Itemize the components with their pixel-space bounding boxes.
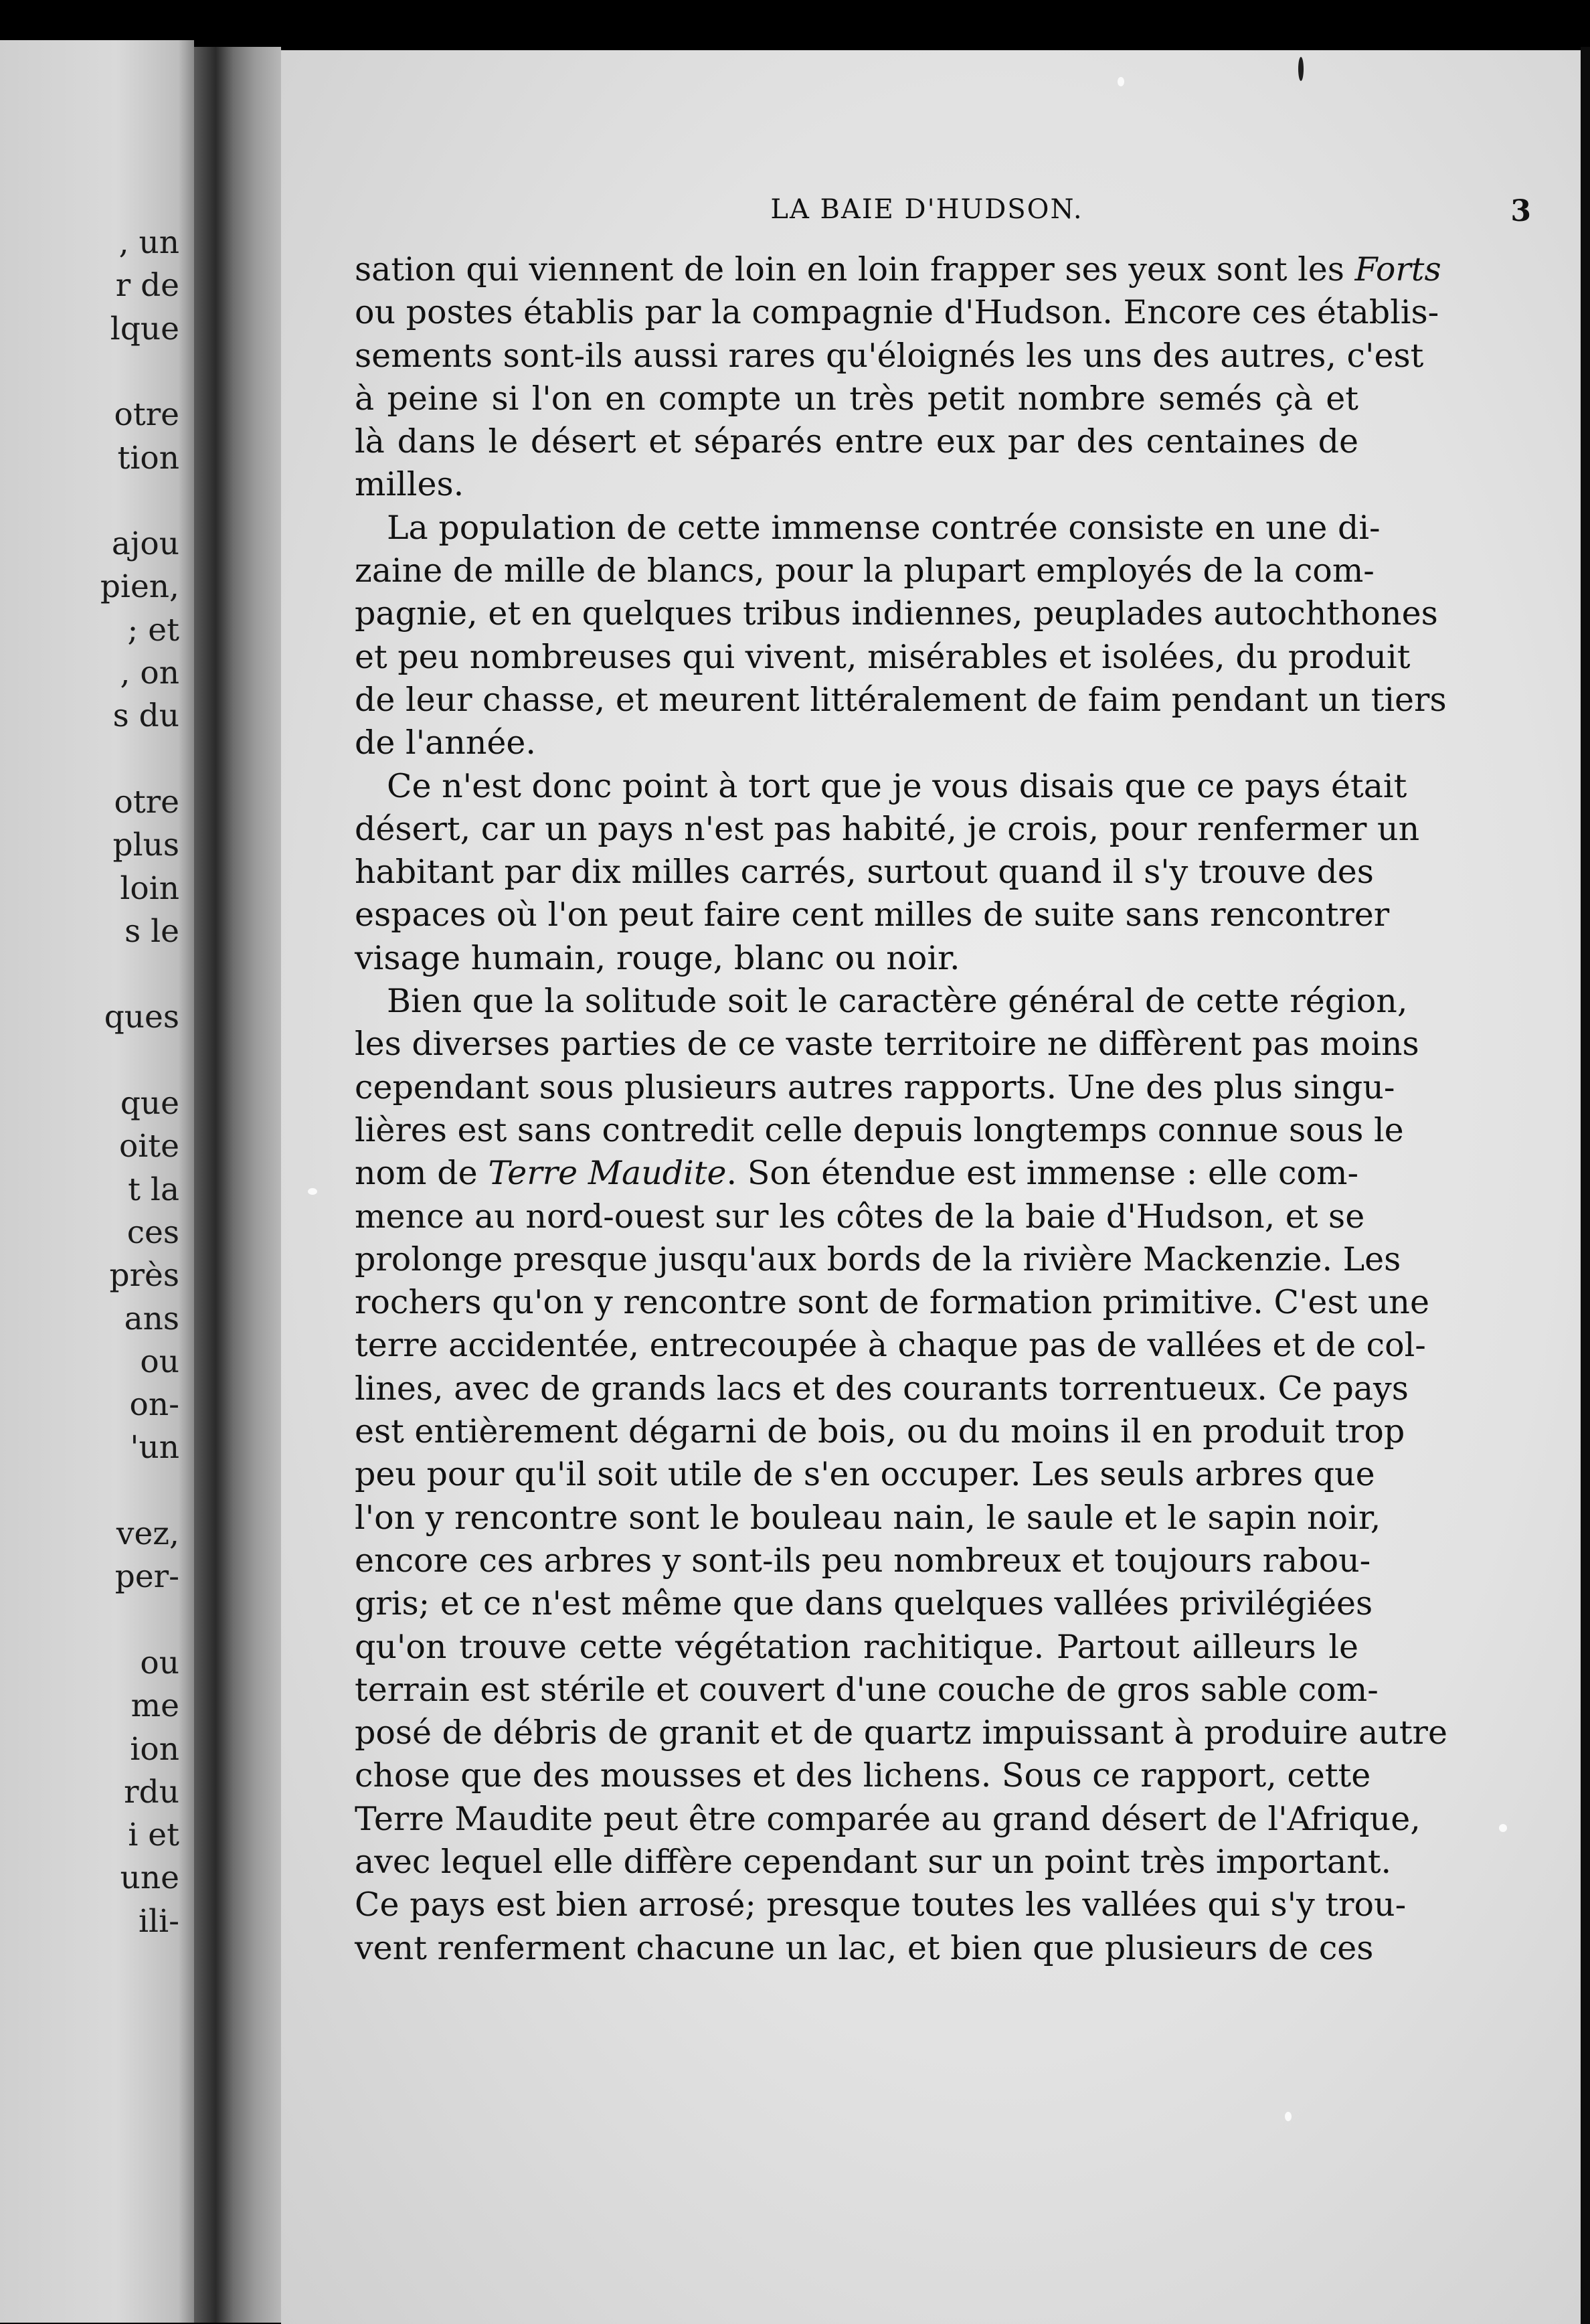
text-line: de l'année. <box>355 724 536 762</box>
left-page-line: , un <box>118 224 179 261</box>
page-number: 3 <box>1510 194 1532 228</box>
text-line: terrain est stérile et couvert d'une couche de gros sable com- <box>355 1670 1379 1709</box>
text-line: Ce pays est bien arrosé; presque toutes les vallées qui s'y trou- <box>355 1886 1407 1924</box>
page-right-edge <box>1581 47 1590 2324</box>
text-line: rochers qu'on y rencontre sont de formation primitive. C'est une <box>355 1283 1429 1322</box>
left-page-line: ces <box>126 1214 179 1251</box>
left-page-line: ajou <box>111 525 179 563</box>
text-line: gris; et ce n'est même que dans quelques vallées privilégiées <box>355 1584 1373 1623</box>
page-header <box>361 194 1532 234</box>
left-page-line: otre <box>114 783 179 821</box>
left-page-fragment <box>0 40 194 2323</box>
left-page-line: t la <box>128 1171 179 1208</box>
text-line: habitant par dix milles carrés, surtout quand il s'y trouve des <box>355 853 1374 892</box>
left-page-line: oite <box>118 1128 179 1165</box>
left-page-line: r de <box>115 267 179 305</box>
italic-term: Forts <box>1354 250 1441 288</box>
left-page-line: pien, <box>100 568 179 606</box>
left-page-line: 'un <box>130 1429 179 1467</box>
left-page-line: ; et <box>127 611 179 649</box>
text-line: posé de débris de granit et de quartz impuissant à produire autre <box>355 1714 1447 1752</box>
scan-speck <box>308 1188 317 1195</box>
left-page-line: per- <box>114 1558 179 1596</box>
left-page-line: une <box>120 1859 179 1897</box>
left-page-line: ou <box>140 1644 179 1681</box>
text-line: là dans le désert et séparés entre eux par des centaines de <box>355 422 1358 461</box>
left-page-line: me <box>130 1687 179 1725</box>
left-page-line: ques <box>104 999 179 1036</box>
text-line: Ce n'est donc point à tort que je vous disais que ce pays était <box>387 766 1407 805</box>
text-line: visage humain, rouge, blanc ou noir. <box>355 938 960 977</box>
left-page-line: lque <box>110 310 179 347</box>
left-page-line: otre <box>114 396 179 434</box>
text-line: chose que des mousses et des lichens. Sous ce rapport, cette <box>355 1756 1371 1795</box>
left-page-line: tion <box>117 439 179 477</box>
text-line: de leur chasse, et meurent littéralement de faim pendant un tiers <box>355 680 1447 719</box>
right-page <box>281 50 1583 2324</box>
text-line: nom de Terre Maudite. Son étendue est immense : elle com- <box>355 1154 1358 1193</box>
scan-speck <box>1499 1824 1507 1832</box>
text-line: prolonge presque jusqu'aux bords de la rivière Mackenzie. Les <box>355 1240 1401 1278</box>
left-page-line: s du <box>112 697 179 735</box>
book-gutter <box>194 47 281 2323</box>
paragraph <box>355 980 1447 1970</box>
text-line: Bien que la solitude soit le caractère général de cette région, <box>387 982 1408 1021</box>
text-line: les diverses parties de ce vaste territoire ne diffèrent pas moins <box>355 1025 1419 1064</box>
left-page-line: ans <box>124 1300 179 1337</box>
left-page-line: loin <box>120 869 179 907</box>
text-line: lines, avec de grands lacs et des courants torrentueux. Ce pays <box>355 1369 1409 1408</box>
scan-speck <box>1298 57 1304 81</box>
left-page-line: ou <box>140 1343 179 1380</box>
text-line: La population de cette immense contrée consiste en une di- <box>387 508 1381 547</box>
left-page-line: on- <box>129 1386 179 1424</box>
text-line: qu'on trouve cette végétation rachitique. Partout ailleurs le <box>355 1627 1358 1666</box>
running-title: LA BAIE D'HUDSON. <box>770 194 1083 225</box>
left-page-line: , on <box>120 655 179 691</box>
left-page-line: i et <box>128 1817 179 1854</box>
text-line: avec lequel elle diffère cependant sur un point très important. <box>355 1842 1392 1881</box>
left-page-line: plus <box>112 827 179 864</box>
left-page-line: que <box>120 1085 179 1122</box>
text-line: sation qui viennent de loin en loin frapper ses yeux sont les Forts <box>355 250 1441 288</box>
text-line: cependant sous plusieurs autres rapports. Une des plus singu- <box>355 1068 1395 1106</box>
text-line: mence au nord-ouest sur les côtes de la baie d'Hudson, et se <box>355 1197 1365 1236</box>
paragraph <box>355 248 1441 507</box>
text-line: à peine si l'on en compte un très petit nombre semés çà et <box>355 379 1358 418</box>
paragraph <box>355 765 1420 980</box>
left-page-line: rdu <box>124 1773 179 1811</box>
text-line: vent renferment chacune un lac, et bien que plusieurs de ces <box>355 1928 1374 1967</box>
text-line: est entièrement dégarni de bois, ou du moins il en produit trop <box>355 1412 1405 1451</box>
text-line: milles. <box>355 465 464 504</box>
text-line: espaces où l'on peut faire cent milles de suite sans rencontrer <box>355 896 1390 934</box>
text-line: Terre Maudite peut être comparée au grand désert de l'Afrique, <box>355 1799 1421 1838</box>
text-line: lières est sans contredit celle depuis longtemps connue sous le <box>355 1110 1404 1149</box>
left-page-line: vez, <box>116 1515 179 1552</box>
scan-speck <box>1285 2112 1292 2121</box>
text-line: et peu nombreuses qui vivent, misérables et isolées, du produit <box>355 637 1411 676</box>
text-line: terre accidentée, entrecoupée à chaque pas de vallées et de col- <box>355 1326 1426 1365</box>
left-page-line: près <box>109 1257 179 1295</box>
text-line: peu pour qu'il soit utile de s'en occuper. Les seuls arbres que <box>355 1455 1375 1494</box>
text-line: sements sont-ils aussi rares qu'éloignés les uns des autres, c'est <box>355 336 1424 375</box>
body-text <box>355 248 1447 1970</box>
text-line: pagnie, et en quelques tribus indiennes, peuplades autochthones <box>355 594 1438 633</box>
italic-term: Terre Maudite <box>488 1154 727 1193</box>
text-line: l'on y rencontre sont le bouleau nain, le saule et le sapin noir, <box>355 1498 1381 1537</box>
text-line: désert, car un pays n'est pas habité, je crois, pour renfermer un <box>355 809 1420 848</box>
text-line: encore ces arbres y sont-ils peu nombreux et toujours rabou- <box>355 1541 1371 1580</box>
left-page-line: ili- <box>139 1902 179 1940</box>
left-page-line: ion <box>130 1730 179 1768</box>
left-page-line: s le <box>124 912 179 950</box>
text-line: zaine de mille de blancs, pour la plupart employés de la com- <box>355 552 1375 590</box>
paragraph <box>355 507 1447 765</box>
text-line: ou postes établis par la compagnie d'Hudson. Encore ces établis- <box>355 293 1439 332</box>
scan-speck <box>1118 77 1124 86</box>
